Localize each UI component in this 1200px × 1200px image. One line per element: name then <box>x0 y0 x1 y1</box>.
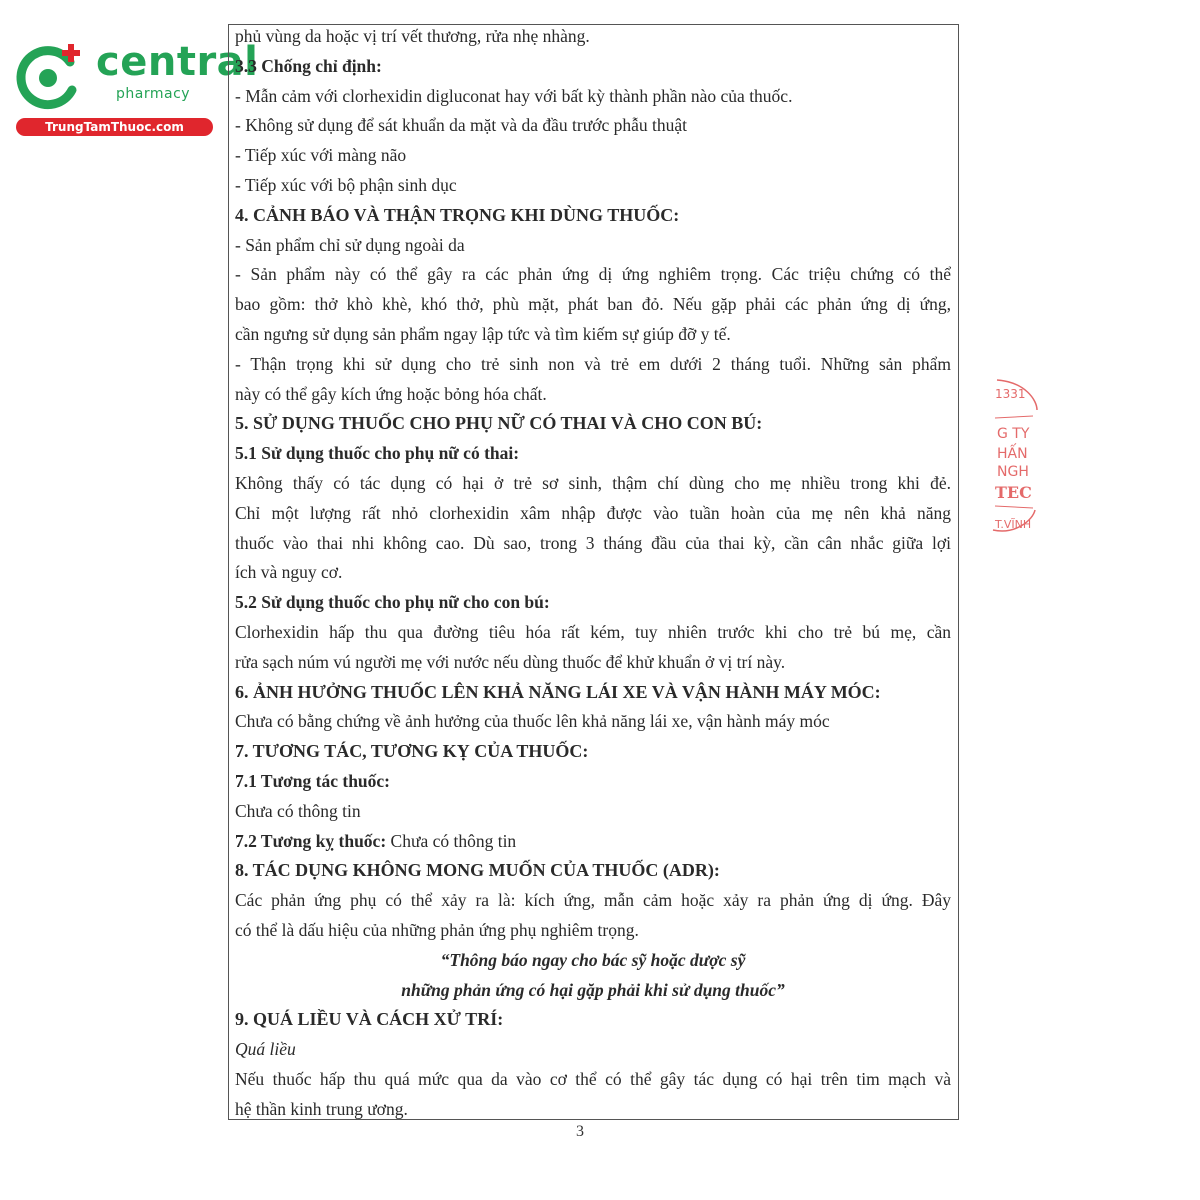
logo-mark-icon <box>12 40 90 110</box>
subsection-heading: 7.1 Tương tác thuốc: <box>235 770 391 791</box>
text-line: Không thấy có tác dụng có hại ở trẻ sơ sinh, thậm chí dùng cho mẹ nhiều trong khi đẻ. <box>235 472 951 493</box>
section-heading: 3.3 Chống chỉ định: <box>235 55 382 76</box>
document-body <box>235 22 951 1124</box>
text-line: này có thể gây kích ứng hoặc bỏng hóa chất. <box>235 383 547 404</box>
text-line: Clorhexidin hấp thu qua đường tiêu hóa rất kém, tuy nhiên trước khi cho trẻ bú mẹ, cần <box>235 621 951 642</box>
text-line: Chỉ một lượng rất nhỏ clorhexidin xâm nhập được vào tuần hoàn của mẹ nên khả năng <box>235 502 951 523</box>
logo-brand: central <box>96 39 259 85</box>
inline-text: Chưa có thông tin <box>386 830 517 851</box>
text-line: Chưa có bằng chứng về ảnh hưởng của thuốc lên khả năng lái xe, vận hành máy móc <box>235 711 830 732</box>
text-line: - Tiếp xúc với bộ phận sinh dục <box>235 174 457 195</box>
text-line: thuốc vào thai nhi không cao. Dù sao, trong 3 tháng đầu của thai kỳ, cần cân nhắc giữa lợi <box>235 532 951 553</box>
section-heading: 7. TƯƠNG TÁC, TƯƠNG KỴ CỦA THUỐC: <box>235 741 589 762</box>
text-line: bao gồm: thở khò khè, khó thở, phù mặt, phát ban đỏ. Nếu gặp phải các phản ứng dị ứng, <box>235 294 951 315</box>
svg-text:1331: 1331 <box>995 387 1026 401</box>
text-line: Các phản ứng phụ có thể xảy ra là: kích ứng, mẫn cảm hoặc xảy ra phản ứng dị ứng. Đây <box>235 890 951 911</box>
svg-text:TEC: TEC <box>995 483 1032 502</box>
logo-url-badge: TrungTamThuoc.com <box>16 118 213 136</box>
svg-text:T.VĨNH: T.VĨNH <box>995 518 1032 531</box>
text-line-mixed <box>235 827 951 857</box>
text-line: hệ thần kinh trung ương. <box>235 1098 408 1119</box>
section-heading: 9. QUÁ LIỀU VÀ CÁCH XỬ TRÍ: <box>235 1009 504 1030</box>
subsection-heading: 5.2 Sử dụng thuốc cho phụ nữ cho con bú: <box>235 592 550 613</box>
svg-text:G TY: G TY <box>997 426 1030 442</box>
subsection-heading: 7.2 Tương kỵ thuốc: <box>235 830 387 851</box>
text-line: - Thận trọng khi sử dụng cho trẻ sinh non và trẻ em dưới 2 tháng tuổi. Những sản phẩm <box>235 353 951 374</box>
text-line: - Sản phẩm này có thể gây ra các phản ứng dị ứng nghiêm trọng. Các triệu chứng có thể <box>235 264 951 285</box>
svg-text:NGH: NGH <box>997 464 1029 480</box>
central-pharmacy-logo <box>12 36 259 136</box>
notice-line: “Thông báo ngay cho bác sỹ hoặc dược sỹ <box>440 949 746 970</box>
text-line: - Sản phẩm chỉ sử dụng ngoài da <box>235 234 465 255</box>
text-line: có thể là dấu hiệu của những phản ứng phụ nghiêm trọng. <box>235 919 639 940</box>
text-line: cần ngưng sử dụng sản phẩm ngay lập tức và tìm kiếm sự giúp đỡ y tế. <box>235 323 731 344</box>
logo-subtitle: pharmacy <box>116 86 191 102</box>
text-line: Chưa có thông tin <box>235 800 361 821</box>
company-stamp-icon <box>985 370 1040 580</box>
section-heading: 4. CẢNH BÁO VÀ THẬN TRỌNG KHI DÙNG THUỐC: <box>235 204 680 225</box>
text-line: ích và nguy cơ. <box>235 562 343 583</box>
subsection-heading: 5.1 Sử dụng thuốc cho phụ nữ có thai: <box>235 443 520 464</box>
section-heading: 6. ẢNH HƯỞNG THUỐC LÊN KHẢ NĂNG LÁI XE VÀ VẬN HÀNH MÁY MÓC: <box>235 681 881 702</box>
text-line: phủ vùng da hoặc vị trí vết thương, rửa nhẹ nhàng. <box>235 26 590 46</box>
text-line: - Mẫn cảm với clorhexidin digluconat hay với bất kỳ thành phần nào của thuốc. <box>235 85 793 106</box>
text-line: - Tiếp xúc với màng não <box>235 145 407 166</box>
text-line: Nếu thuốc hấp thu quá mức qua da vào cơ thể có thể gây tác dụng có hại trên tim mạch và <box>235 1068 951 1089</box>
text-line: rửa sạch núm vú người mẹ với nước nếu dùng thuốc để khử khuẩn ở vị trí này. <box>235 651 786 672</box>
svg-text:HẤN: HẤN <box>997 446 1028 462</box>
section-heading: 5. SỬ DỤNG THUỐC CHO PHỤ NỮ CÓ THAI VÀ CHO CON BÚ: <box>235 413 763 434</box>
page-number: 3 <box>576 1123 584 1140</box>
italic-subheading: Quá liều <box>235 1039 296 1060</box>
section-heading: 8. TÁC DỤNG KHÔNG MONG MUỐN CỦA THUỐC (ADR): <box>235 860 720 881</box>
text-line: - Không sử dụng để sát khuẩn da mặt và da đầu trước phẫu thuật <box>235 115 688 136</box>
notice-line: những phản ứng có hại gặp phải khi sử dụng thuốc” <box>401 979 785 1000</box>
